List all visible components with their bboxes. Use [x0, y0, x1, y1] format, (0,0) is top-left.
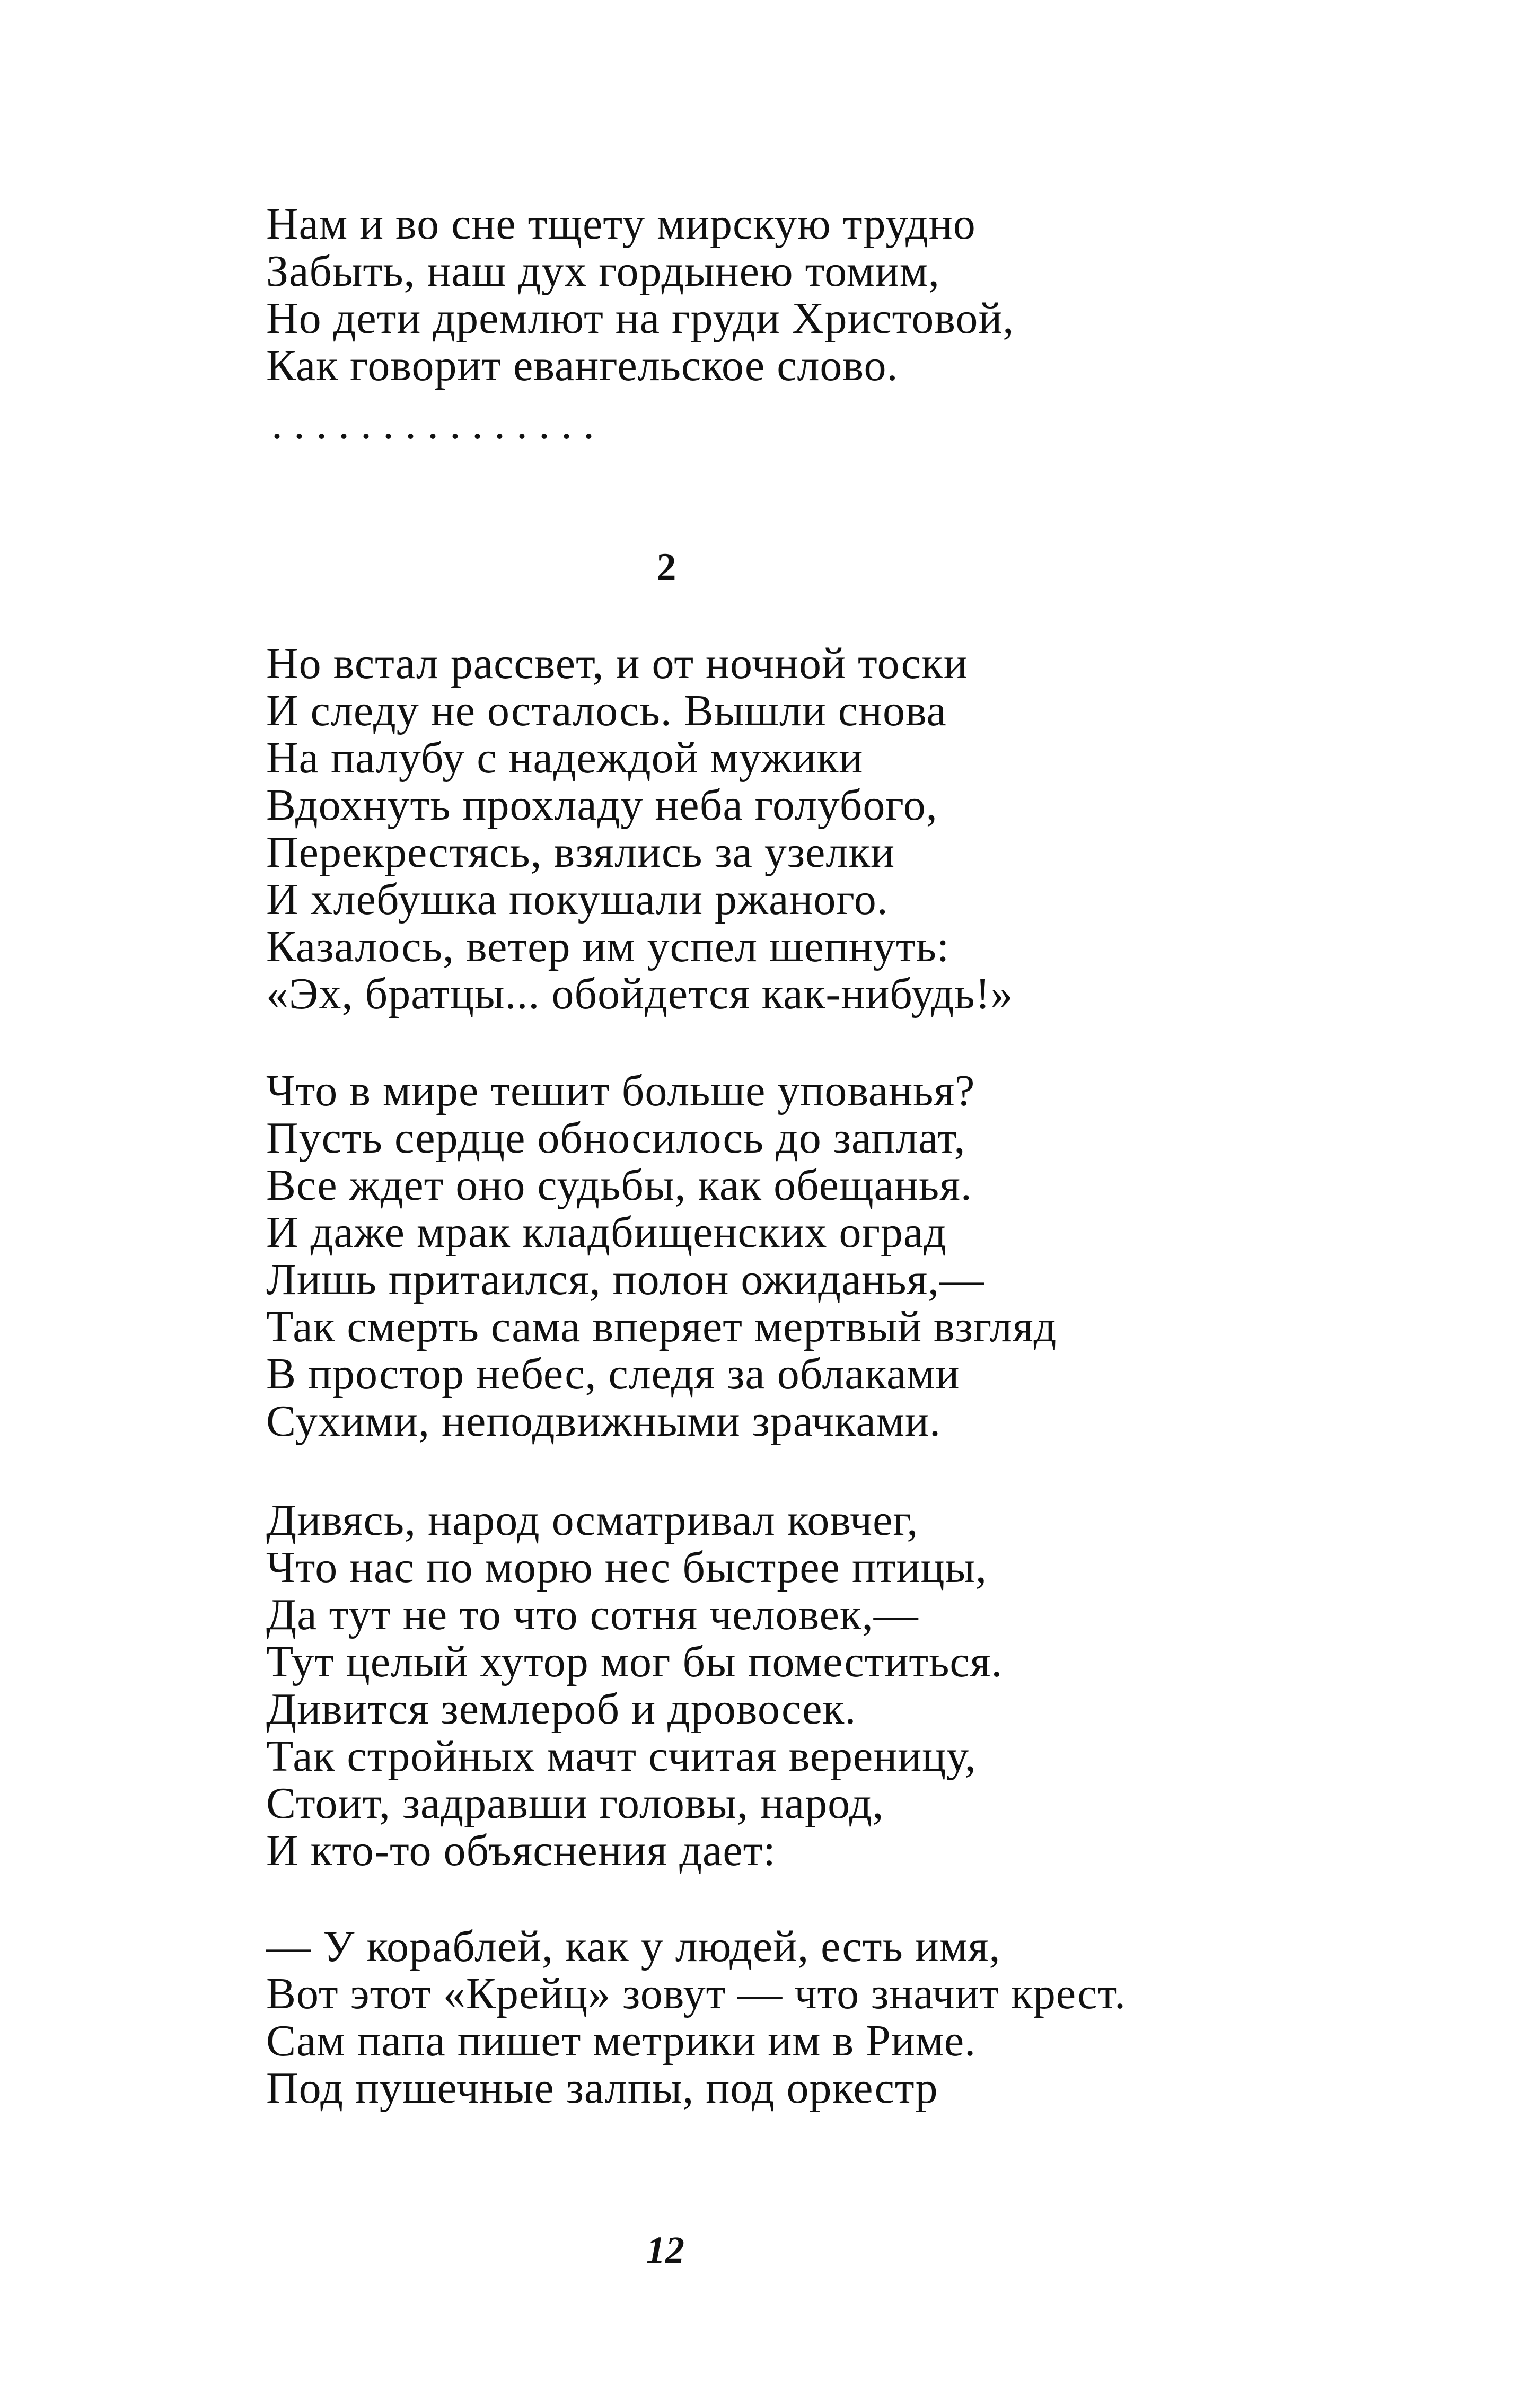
stanza-2 — [266, 640, 1014, 1017]
stanza-4 — [266, 1497, 1003, 1874]
poem-line: Сам папа пишет метрики им в Риме. — [266, 2016, 977, 2066]
poem-line: Дивясь, народ осматривал ковчег, — [266, 1496, 919, 1545]
poem-line: Забыть, наш дух гордынею томим, — [266, 247, 940, 296]
poem-line: Что в мире тешит больше упованья? — [266, 1066, 975, 1115]
page-number: 12 — [646, 2229, 684, 2271]
poem-line: Да тут не то что сотня человек,— — [266, 1590, 919, 1639]
poem-line: Тут целый хутор мог бы поместиться. — [266, 1637, 1003, 1686]
poem-line: Но дети дремлют на груди Христовой, — [266, 294, 1015, 343]
poem-line: И кто-то объяснения дает: — [266, 1826, 776, 1875]
stanza-3 — [266, 1067, 1057, 1445]
poem-line: «Эх, братцы... обойдется как-нибудь!» — [266, 969, 1014, 1018]
poem-line: Нам и во сне тщету мирскую трудно — [266, 199, 976, 249]
stanza-1 — [266, 200, 1014, 389]
poem-line: Сухими, неподвижными зрачками. — [266, 1396, 941, 1446]
poem-line: Так стройных мачт считая вереницу, — [266, 1732, 977, 1781]
poem-line: Все ждет оно судьбы, как обещанья. — [266, 1161, 972, 1210]
poem-line: И даже мрак кладбищенских оград — [266, 1208, 947, 1257]
poem-line: Что нас по морю нес быстрее птицы, — [266, 1543, 987, 1592]
poem-line: Вдохнуть прохладу неба голубого, — [266, 780, 938, 830]
poem-line: Дивится землероб и дровосек. — [266, 1684, 857, 1734]
poem-line: На палубу с надеждой мужики — [266, 733, 864, 783]
poem-line: Перекрестясь, взялись за узелки — [266, 828, 895, 877]
poem-line: И хлебушка покушали ржаного. — [266, 875, 889, 924]
poem-line: Как говорит евангельское слово. — [266, 341, 899, 390]
poem-line: Вот этот «Крейц» зовут — что значит крест. — [266, 1969, 1126, 2018]
stanza-5 — [266, 1923, 1126, 2112]
poem-line: — У кораблей, как у людей, есть имя, — [266, 1922, 1001, 1971]
omission-dots: . . . . . . . . . . . . . . . — [271, 399, 594, 449]
section-number: 2 — [656, 546, 676, 589]
poem-line: Стоит, задравши головы, народ, — [266, 1779, 884, 1828]
poem-line: Лишь притаился, полон ожиданья,— — [266, 1255, 985, 1304]
poem-line: Пусть сердце обносилось до заплат, — [266, 1113, 966, 1163]
poem-line: В простор небес, следя за облаками — [266, 1349, 960, 1399]
poem-line: Казалось, ветер им успел шепнуть: — [266, 922, 950, 971]
poem-line: Так смерть сама вперяет мертвый взгляд — [266, 1302, 1057, 1351]
poem-line: Но встал рассвет, и от ночной тоски — [266, 639, 968, 688]
poem-line: И следу не осталось. Вышли снова — [266, 686, 947, 735]
poem-line: Под пушечные залпы, под оркестр — [266, 2063, 938, 2113]
